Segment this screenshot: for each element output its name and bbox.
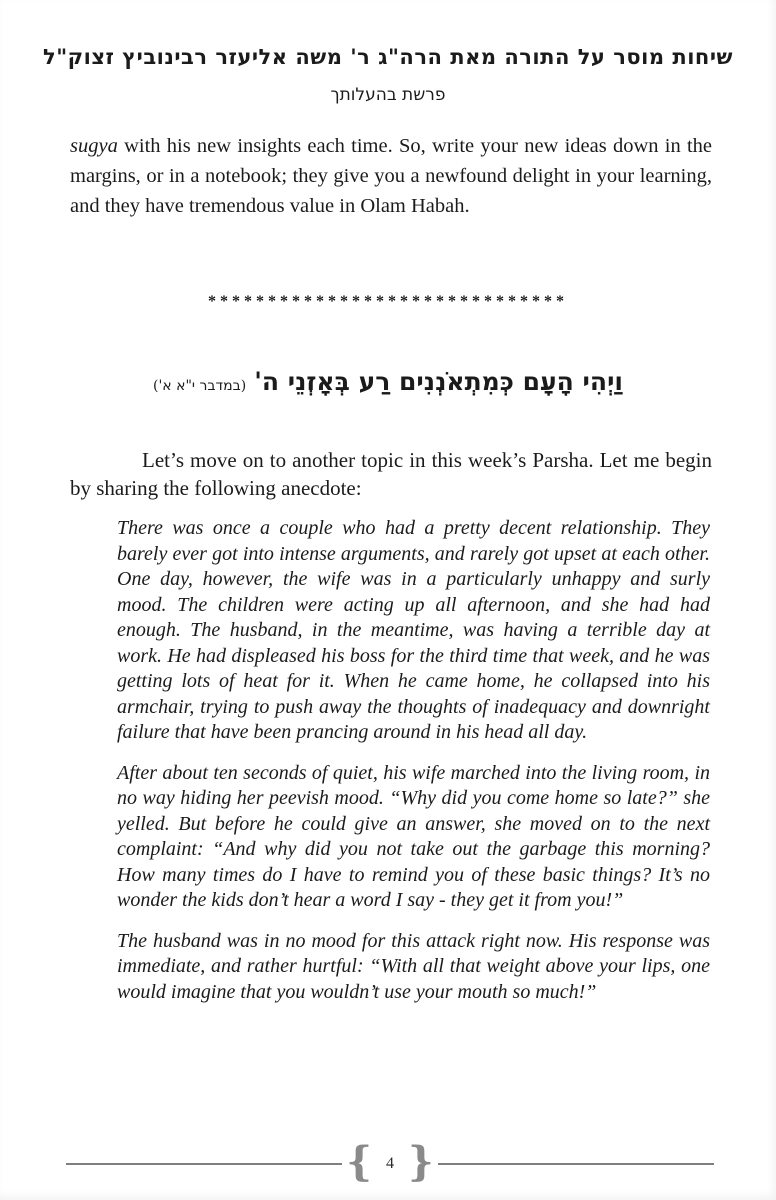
document-title-hebrew: שיחות מוסר על התורה מאת הרה"ג ר' משה אליעזר רבינוביץ זצוק"ל bbox=[43, 44, 733, 69]
page-footer bbox=[66, 1138, 714, 1185]
anecdote-paragraph: There was once a couple who had a pretty decent relationship. They barely ever got into intense arguments, and rarely got upset at each other. One day, however, the wife was in a particularly unhappy and surly mood. The children were acting up all afternoon, and she had had enough. The husband, in the meantime, was having a terrible day at work. He had displeased his boss for the third time that week, and he was getting lots of heat for it. When he came home, he collapsed into his armchair, trying to push away the thoughts of inadequacy and downright failure that have been prancing around in his head all day. bbox=[117, 517, 710, 743]
parsha-subtitle-hebrew: פרשת בהעלותך bbox=[330, 85, 446, 105]
anecdote-paragraph: After about ten seconds of quiet, his wife marched into the living room, in no way hiding her peevish mood. “Why did you come home so late?” she yelled. But before he could give an answer, she moved on to the next complaint: “And why did you not take out the garbage this morning? How many times do I have to remind you of these basic things? It’s no wonder the kids don’t hear a word I say - they get it from you!” bbox=[117, 761, 710, 911]
italic-term-sugya: sugya bbox=[70, 135, 118, 157]
anecdote-paragraph: The husband was in no mood for this attack right now. His response was immediate, and rather hurtful: “With all that weight above your lips, one would imagine that you wouldn’t use your mouth so much!” bbox=[117, 929, 710, 1003]
page-number: 4 bbox=[386, 1155, 394, 1172]
continuation-paragraph-text: with his new insights each time. So, write your new ideas down in the margins, or in a notebook; they give you a newfound delight in your learning, and they have tremendous value in Olam Habah. bbox=[70, 135, 712, 217]
continuation-paragraph bbox=[70, 131, 712, 221]
left-brace-ornament: { bbox=[346, 1138, 372, 1185]
transition-paragraph: Let’s move on to another topic in this week’s Parsha. Let me begin by sharing the following anecdote: bbox=[70, 448, 712, 500]
verse-source-citation: (במדבר י"א א') bbox=[152, 378, 247, 394]
torah-verse-line bbox=[0, 367, 776, 396]
right-brace-ornament: } bbox=[408, 1138, 434, 1185]
footer-rule-right bbox=[438, 1163, 714, 1165]
verse-hebrew-text: וַיְהִי הָעָם כְּמִתְאֹנְנִים רַע בְּאָזְנֵי ה' bbox=[254, 367, 624, 396]
asterisk-separator: ****************************** bbox=[208, 293, 568, 310]
anecdote-block bbox=[117, 516, 710, 1005]
footer-rule-left bbox=[66, 1163, 342, 1165]
